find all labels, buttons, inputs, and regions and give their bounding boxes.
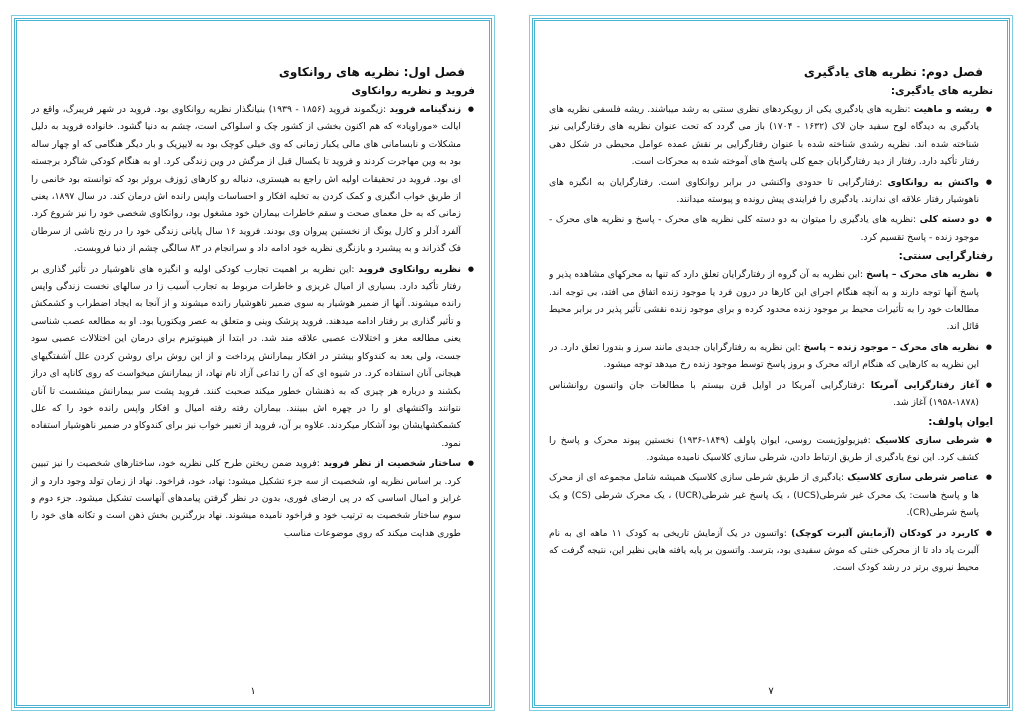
section-title: ایوان پاولف: — [928, 415, 993, 428]
list-item — [549, 469, 979, 521]
bullet-list — [549, 101, 993, 246]
item-text: :نظریه های یادگیری یکی از رویکردهای نظری سنتی به رشد میباشند. ریشه فلسفی نظریه های یادگیری به دیدگاه لوح سفید جان لاک (۱۶۳۲ - ۱۷۰۴) باز می گردد که تحت عنوان نظریه های رفتارگرایی نیز شناخته شده اند. نظریه رشدی شناخته شده با عنوان رفتارگرایی بر نقش عمده عوامل محیطی در شکل دهی رفتار تأکید دارد. رفتار از دید رفتارگرایان جمع کلی پاسخ های آموخته شده به محرکات است. — [549, 104, 979, 168]
right-page-content — [549, 55, 993, 675]
item-term: نظریه های محرک – موجود زنده – پاسخ — [803, 341, 980, 353]
item-text: :این نظریه به رفتارگرایان جدیدی مانند سرز و بندورا تعلق دارد. در این نظریه به کارهایی که هنگام ارائه محرک و بروز پاسخ توسط موجود زنده رخ میدهد توجه میشود. — [549, 341, 979, 371]
right-page — [532, 18, 1010, 708]
left-page-content — [31, 55, 475, 675]
list-item — [549, 174, 979, 209]
item-term: ریشه و ماهیت — [913, 104, 979, 115]
list-item — [31, 101, 461, 258]
list-item — [31, 455, 461, 542]
page-number: ۱ — [250, 686, 256, 697]
item-text: :فروید ضمن ریختن طرح کلی نظریه خود، ساختارهای شخصیت را نیز تبیین کرد. بر اساس نظریه او، شخصیت از سه جزء تشکیل میشود: نهاد، خود، فراخود. نهاد از زمان تولد وجود دارد و از غرایز و امیال اساسی که در پی ارضای فوری، بدون در نظر گرفتن پیامدهای آنهاست تشکیل میشود. جزء دوم و سوم ساختار شخصیت به ترتیب خود و فراخود نامیده میشوند. نهاد بزرگترین بخش ذهن است و تکانه های خود را طوری هدایت میکند که روی موضوعات مناسب — [31, 458, 461, 539]
left-page — [14, 18, 492, 708]
item-text: :این نظریه بر اهمیت تجارب کودکی اولیه و انگیزه های ناهوشیار در تأثیر گذاری بر رفتار تأکید دارد. بسیاری از امیال غریزی و خاطرات مربوط به تجارب آسیب زا در سالهای نخست زندگی واپس رانده میشوند. آنها از ضمیر هوشیار به سوی ضمیر ناهوشیار رانده میشوند و از آنجا به ایجاد اضطراب و کشمکش و تأثیر گذاری بر رفتار ادامه میدهند. فروید پزشک وینی و متعلق به عصر ویکتوریا بود. او به مطالعه عصب شناسی یعنی مطالعه مغز و اختلالات عصبی علاقه مند شد. در ابتدا از هیپنوتیزم برای درمان این اختلالات عصبی سود جست، ولی بعد به کندوکاو بیشتر در افکار بیمارانش پرداخت و از این روش برای روشن کردن علل آشفتگیهای هیجانی آنان استفاده کرد. در شیوه ای که آن را تداعی آزاد نام نهاد، از بیمارانش میخواست که روی کاناپه ای دراز بکشند و درباره هر چیزی که به ذهنشان خطور میکند صحبت کنند. فروید پشت سر بیمارانش مینشست تا آنان نتوانند واکنشهای او را در چهره اش ببینند. بیماران رفته رفته امیال و افکار واپس رانده خود را که علل کشمکشهایشان بود آشکار میکردند. علاوه بر آن، فروید از تعبیر خواب نیز برای کندوکاو در ضمیر ناهوشیار استفاده نمود. — [31, 263, 461, 449]
item-term: واکنش به روانکاوی — [887, 176, 979, 188]
item-term: عناصر شرطی سازی کلاسیک — [847, 472, 979, 484]
item-text: :نظریه های یادگیری را میتوان به دو دسته کلی نظریه های محرک - پاسخ و نظریه های محرک - موجود زنده - پاسخ تقسیم کرد. — [549, 214, 979, 243]
bullet-list — [549, 266, 993, 411]
chapter-title: فصل اول: نظریه های روانکاوی — [278, 65, 465, 79]
item-term: دو دسته کلی — [919, 214, 979, 226]
list-item — [549, 101, 979, 171]
list-item — [549, 266, 979, 336]
page-number: ۷ — [768, 686, 774, 697]
item-term: ساختار شخصیت از نظر فروید — [323, 458, 462, 470]
item-text: :رفتارگرایی آمریکا در اوایل قرن بیستم با مطالعات جان واتسون روانشناس (۱۸۷۸-۱۹۵۸) آغاز شد. — [549, 379, 979, 409]
section-title: نظریه های یادگیری: — [890, 85, 993, 97]
bullet-list — [31, 101, 475, 542]
item-text: :زیگموند فروید (۱۸۵۶ - ۱۹۳۹) بنیانگذار نظریه روانکاوی بود. فروید در شهر فریبرگ، واقع در ایالت «موراویاد» که هم اکنون بخشی از کشور چک و اسلواکی است، چشم به دنیا گشود. خانواده فروید به دلیل مشکلات و نابسامانی های مالی یکبار زمانی که وی خیلی کوچک بود به لایپزیک و بار دیگر هنگامی که او چهار ساله بود به وین مهاجرت کردند و فروید تا یکسال قبل از مرگش در وین زندگی کرد. او به هنگام کودکی شاگرد برجسته ای بود. فروید در تحقیقات اولیه اش راجع به هیستری، دنباله رو کارهای ژوزف بروئر بود که توانسته بود خانمی را از طریق خواب انگیزی و کمک کردن به تخلیه افکار و احساسات واپس رانده اش درمان کند. در سال ۱۸۹۷، یعنی زمانی که به حل معمای صحت و سقم خاطرات بیماران خود مشغول بود، روانکاوی شخصی خود را نیز شروع کرد. آلفرد آدلر و کارل یونگ از نخستین پیروان وی بودند. فروید ۱۶ سال پایانی زندگی خود را در رنج ناشی از سرطان فک گذراند و به پیشبرد و بازنگری نظریه خود ادامه داد و سرانجام در ۸۳ سالگی چشم از دنیا فروبست. — [31, 104, 462, 255]
item-text: :یادگیری از طریق شرطی سازی کلاسیک همیشه شامل مجموعه ای از محرک ها و پاسخ هاست: یک محرک غیر شرطی(UCS) ، یک پاسخ غیر شرطی(UCR) ، یک محرک شرطی (CS) و یک پاسخ شرطی(CR). — [549, 472, 979, 519]
item-term: زندگینامه فروید — [389, 104, 462, 115]
item-term: کاربرد در کودکان (آزمایش آلبرت کوچک) — [791, 527, 979, 539]
bullet-list — [549, 432, 993, 577]
list-item — [549, 211, 979, 246]
item-text: :فیزیولوژیست روسی، ایوان پاولف (۱۸۴۹-۱۹۳۶) نخستین پیوند محرک و پاسخ را کشف کرد. این نوع یادگیری از طریق ارتباط دادن، شرطی سازی کلاسیک نامیده میشود. — [549, 434, 979, 463]
item-term: نظریه های محرک – پاسخ — [866, 269, 979, 281]
list-item — [549, 432, 979, 467]
item-term: آغاز رفتارگرایی آمریکا — [870, 379, 980, 391]
item-text: :رفتارگرایی تا حدودی واکنشی در برابر روانکاوی است. رفتارگرایان به انگیزه های ناهوشیار رفتار علاقه ای ندارند. یادگیری را فرایندی پیش رونده و پیوسته میدانند. — [549, 176, 979, 206]
list-item — [549, 339, 979, 374]
list-item — [549, 377, 979, 412]
item-text: :واتسون در یک آزمایش تاریخی به کودک ۱۱ ماهه ای به نام آلبرت یاد داد تا از محرکی خنثی که موش سفیدی بود، بترسد. واتسون بر پایه یافته هایی نظیر این، نتیجه گرفت که محیط نیروی برتر در رشد کودک است. — [549, 527, 979, 574]
list-item — [31, 261, 461, 452]
list-item — [549, 525, 979, 577]
section-title: رفتارگرایی سنتی: — [898, 250, 993, 263]
section-title: فروید و نظریه روانکاوی — [351, 85, 475, 97]
item-text: :این نظریه به آن گروه از رفتارگرایان تعلق دارد که تنها به محرکهای مشاهده پذیر و پاسخ آنها توجه دارند و به آنچه هنگام اجرای این کارها در درون فرد یا موجود زنده اتفاق می افتد، بی توجه اند. مطالعات خود را به تأثیرات محیط بر موجود زنده محدود کرده و برای موجود زنده نقشی تأثیر پذیر در برابر محیط قائل اند. — [549, 269, 979, 333]
chapter-title: فصل دوم: نظریه های یادگیری — [803, 65, 983, 79]
item-term: شرطی سازی کلاسیک — [875, 434, 980, 446]
item-term: نظریه روانکاوی فروید — [358, 263, 461, 275]
